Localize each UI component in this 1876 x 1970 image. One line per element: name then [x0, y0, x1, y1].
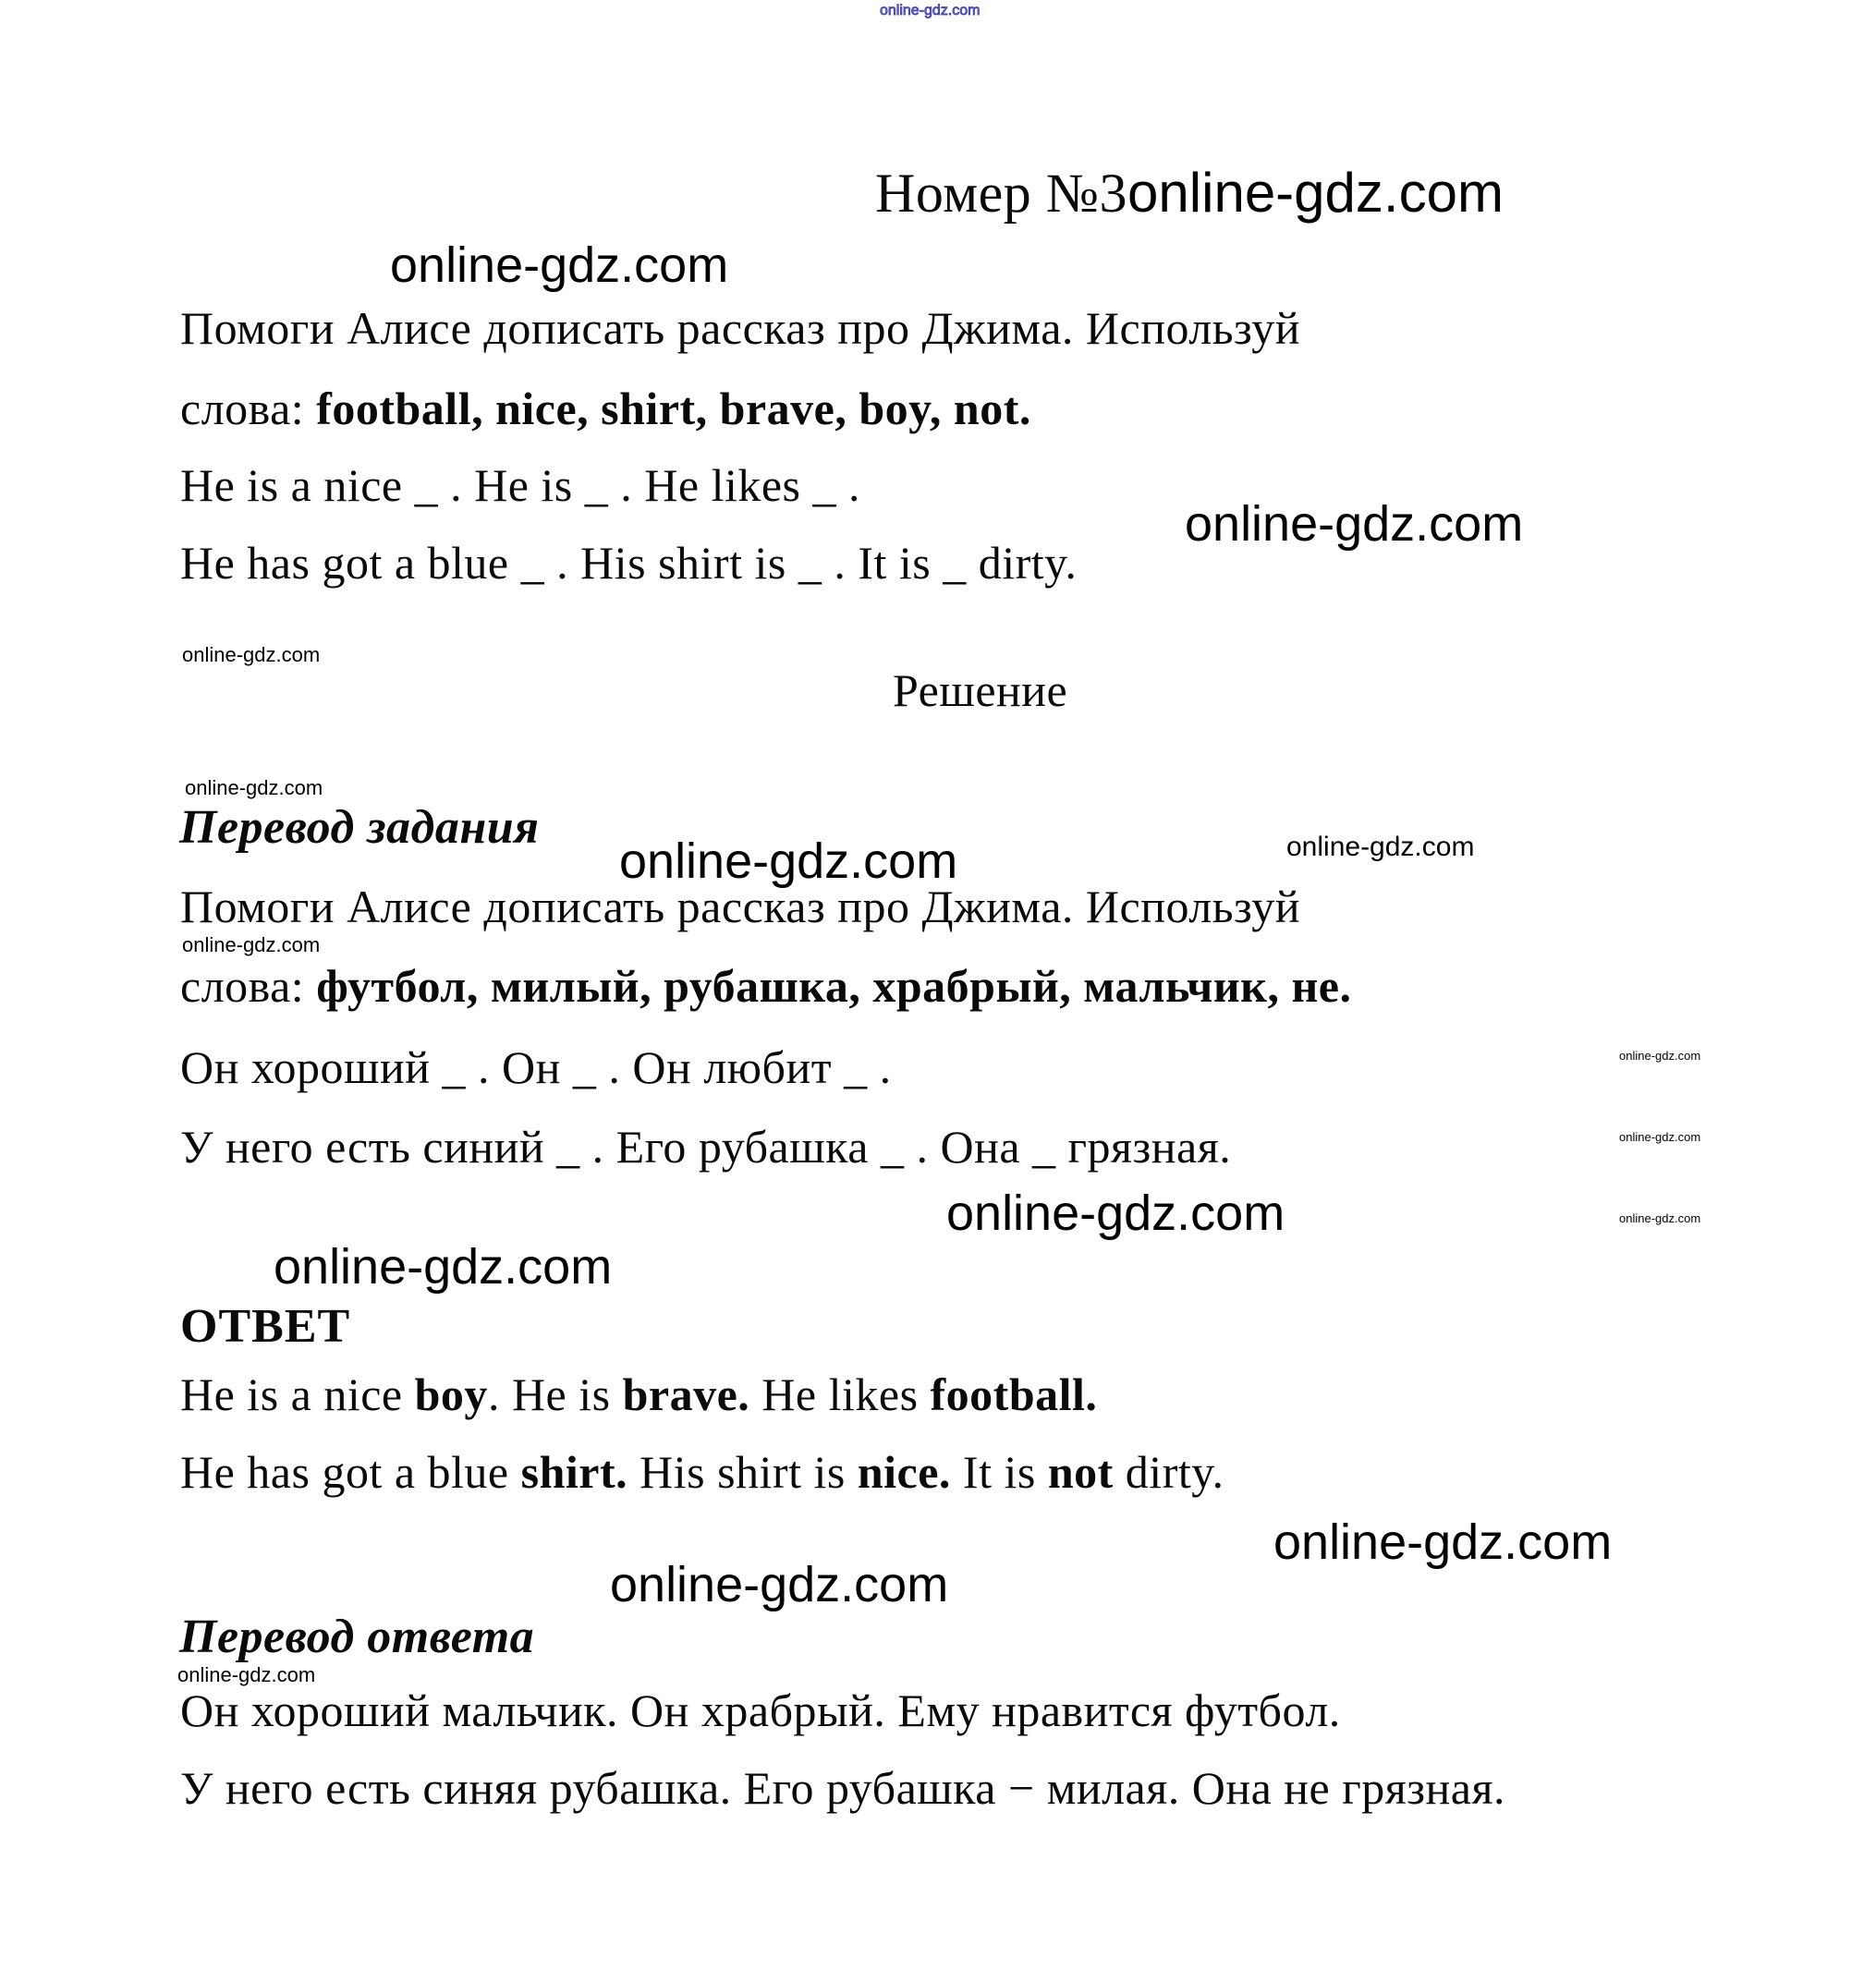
- solution-line-1: Помоги Алисе дописать рассказ про Джима. Используй: [180, 881, 1301, 932]
- solution-line-3: Он хороший _ . Он _ . Он любит _ .: [180, 1041, 892, 1093]
- answer-translation-line-1: Он хороший мальчик. Он храбрый. Ему нравится футбол.: [180, 1684, 1341, 1736]
- task-line-2: [180, 383, 1031, 434]
- answer-line-1: [180, 1369, 1097, 1420]
- bold-word: brave.: [622, 1368, 750, 1420]
- bold-word: football.: [930, 1368, 1098, 1420]
- answer-line-2: [180, 1447, 1224, 1498]
- bold-word: nice.: [857, 1446, 951, 1498]
- bold-word: not: [1047, 1446, 1114, 1498]
- text-segment: dirty.: [1113, 1446, 1224, 1498]
- watermark-small-2: online-gdz.com: [185, 776, 323, 799]
- title-row: [875, 162, 1504, 225]
- task-line-3: He is a nice _ . He is _ . He likes _ .: [180, 459, 861, 511]
- watermark-answer-left: online-gdz.com: [274, 1239, 613, 1295]
- task-translation-heading: Перевод задания: [179, 801, 540, 854]
- watermark-tiny-3: online-gdz.com: [1619, 1211, 1701, 1225]
- answer-heading: ОТВЕТ: [180, 1300, 351, 1353]
- page-title: Номер №3: [875, 163, 1128, 224]
- text-segment: слова:: [180, 960, 317, 1012]
- watermark-answer-right: online-gdz.com: [946, 1186, 1285, 1241]
- watermark-solution-right: online-gdz.com: [1286, 832, 1475, 862]
- watermark-tiny-1: online-gdz.com: [1619, 1049, 1701, 1063]
- watermark-small-3: online-gdz.com: [182, 933, 321, 956]
- text-segment: слова:: [180, 383, 317, 434]
- text-segment: He has got a blue: [180, 1446, 521, 1498]
- watermark-small-1: online-gdz.com: [182, 643, 321, 666]
- answer-translation-line-2: У него есть синяя рубашка. Его рубашка − милая. Она не грязная.: [180, 1762, 1505, 1814]
- watermark-task-right: online-gdz.com: [1185, 496, 1524, 552]
- watermark-solution-center: online-gdz.com: [619, 833, 958, 889]
- text-segment: He is a nice: [180, 1368, 415, 1420]
- watermark-top-blue: online-gdz.com: [880, 3, 981, 18]
- text-segment: His shirt is: [627, 1446, 858, 1498]
- bold-word: boy: [414, 1368, 488, 1420]
- watermark-task-top: online-gdz.com: [390, 237, 729, 293]
- watermark-bottom-center: online-gdz.com: [610, 1557, 949, 1612]
- bold-word: football, nice, shirt, brave, boy, not.: [316, 383, 1031, 434]
- bold-word: shirt.: [520, 1446, 628, 1498]
- solution-line-2: [180, 961, 1351, 1012]
- task-line-4: He has got a blue _ . His shirt is _ . It is _ dirty.: [180, 537, 1078, 589]
- watermark-small-4: online-gdz.com: [177, 1663, 316, 1686]
- text-segment: . He is: [487, 1368, 623, 1420]
- bold-word: футбол, милый, рубашка, храбрый, мальчик, не.: [316, 960, 1352, 1012]
- watermark-title: online-gdz.com: [1127, 162, 1504, 224]
- watermark-tiny-2: online-gdz.com: [1619, 1130, 1701, 1144]
- text-segment: He likes: [749, 1368, 931, 1420]
- solution-heading: Решение: [893, 664, 1068, 716]
- answer-translation-heading: Перевод ответа: [179, 1611, 535, 1663]
- watermark-bottom-right: online-gdz.com: [1273, 1514, 1613, 1570]
- text-segment: It is: [950, 1446, 1048, 1498]
- task-line-1: Помоги Алисе дописать рассказ про Джима. Используй: [180, 302, 1301, 354]
- solution-line-4: У него есть синий _ . Его рубашка _ . Она _ грязная.: [180, 1121, 1232, 1173]
